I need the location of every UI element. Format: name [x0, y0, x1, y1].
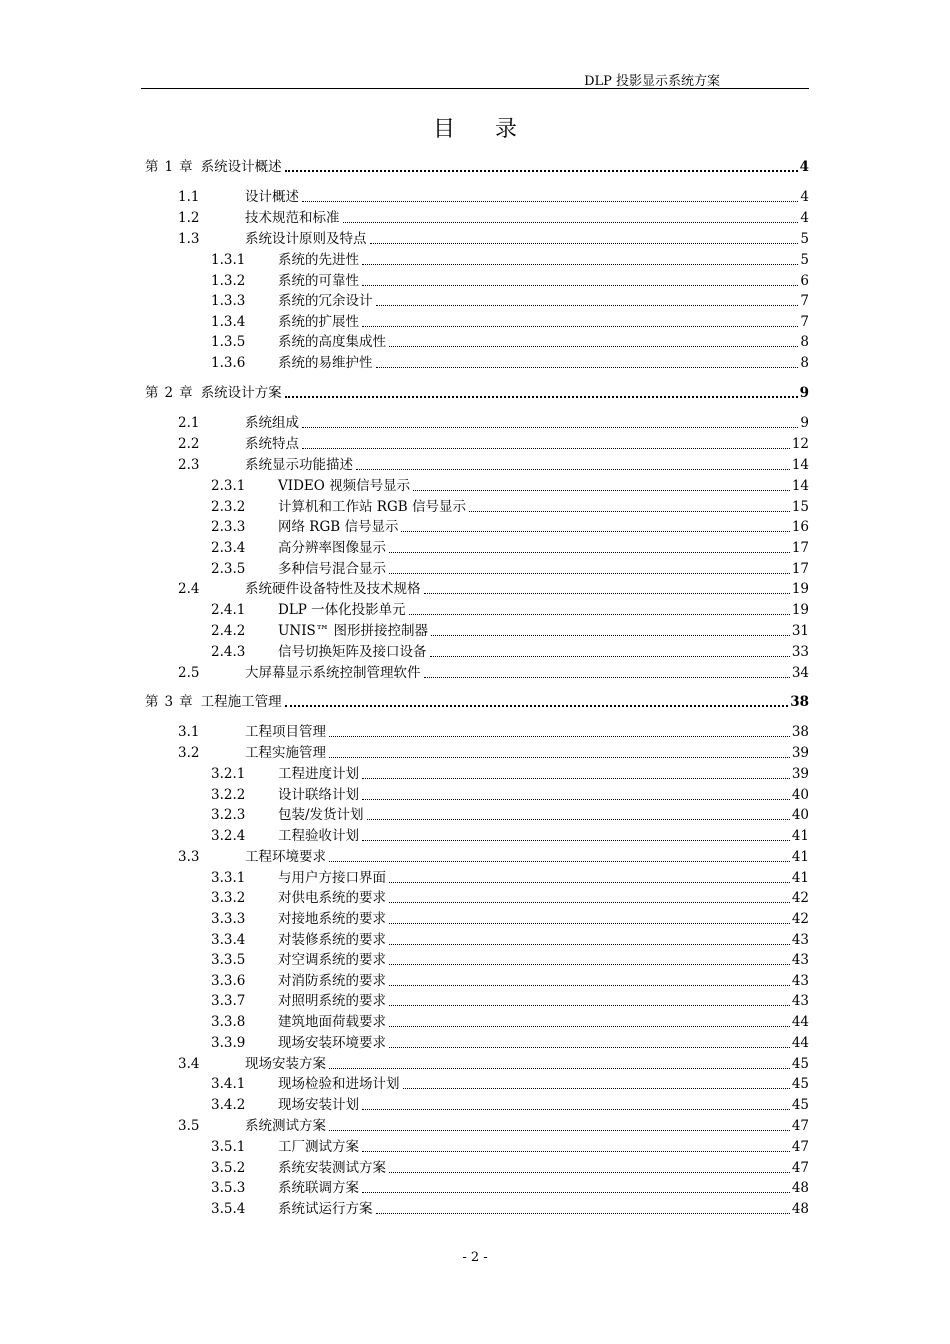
toc-entry[interactable] [141, 662, 809, 682]
entry-page-number: 43 [791, 952, 809, 968]
section-number: 1.3.6 [211, 355, 246, 371]
dot-leader [389, 882, 790, 883]
entry-title: 工程项目管理 [245, 724, 326, 740]
toc-entry[interactable] [141, 352, 809, 372]
entry-title: 工程进度计划 [278, 766, 359, 782]
section-number: 3.3.3 [211, 911, 246, 927]
toc-entry[interactable] [141, 1198, 809, 1218]
entry-title: 系统的先进性 [278, 252, 359, 268]
toc-entry[interactable] [141, 1177, 809, 1197]
toc-entry[interactable] [141, 475, 809, 495]
toc-entry[interactable] [141, 537, 809, 557]
toc-entry[interactable] [141, 207, 809, 227]
entry-page-number: 4 [800, 189, 809, 205]
section-number: 3.2.2 [211, 787, 246, 803]
entry-page-number: 12 [791, 436, 809, 452]
section-number: 3.2 [178, 745, 200, 761]
section-number: 2.5 [178, 665, 200, 681]
dot-leader [413, 490, 790, 491]
toc-entry[interactable] [141, 290, 809, 310]
entry-title: 系统的冗余设计 [278, 293, 373, 309]
dot-leader [389, 902, 790, 903]
entry-page-number: 5 [800, 252, 809, 268]
section-number: 2.3.1 [211, 478, 246, 494]
section-number: 3.5.1 [211, 1139, 246, 1155]
entry-page-number: 17 [791, 561, 809, 577]
entry-title: 技术规范和标准 [245, 210, 340, 226]
dot-leader [389, 573, 790, 574]
dot-leader [389, 944, 790, 945]
toc-entry[interactable] [141, 949, 809, 969]
toc-entry[interactable] [141, 887, 809, 907]
chapter-suffix: 章 [179, 385, 193, 401]
entry-page-number: 45 [791, 1097, 809, 1113]
entry-title: 大屏幕显示系统控制管理软件 [245, 665, 421, 681]
entry-title: 工程环境要求 [245, 849, 326, 865]
toc-entry[interactable] [141, 721, 809, 741]
dot-leader [362, 1192, 790, 1193]
entry-title: 对装修系统的要求 [278, 932, 386, 948]
section-number: 3.2.3 [211, 807, 246, 823]
entry-page-number: 44 [791, 1014, 809, 1030]
entry-page-number: 39 [791, 766, 809, 782]
toc-entry[interactable] [141, 1136, 809, 1156]
entry-title: 系统设计原则及特点 [245, 231, 367, 247]
toc-entry[interactable] [141, 1094, 809, 1114]
entry-page-number: 41 [791, 870, 809, 886]
entry-page-number: 39 [791, 745, 809, 761]
entry-page-number: 48 [791, 1201, 809, 1217]
entry-title: 系统的易维护性 [278, 355, 373, 371]
chapter-prefix: 第 [145, 159, 159, 175]
toc-entry[interactable] [141, 784, 809, 804]
section-number: 3.4 [178, 1056, 200, 1072]
entry-title: 设计联络计划 [278, 787, 359, 803]
dot-leader [376, 367, 799, 368]
toc-entry[interactable] [141, 1032, 809, 1052]
entry-title: 高分辨率图像显示 [278, 540, 386, 556]
dot-leader [362, 799, 790, 800]
toc-entry[interactable] [141, 1053, 809, 1073]
toc-chapter-entry[interactable] [141, 691, 809, 711]
toc-entry[interactable] [141, 929, 809, 949]
dot-leader [362, 1151, 790, 1152]
section-number: 3.2.1 [211, 766, 246, 782]
section-number: 3.3.6 [211, 973, 246, 989]
dot-leader [285, 396, 798, 398]
entry-title: 系统联调方案 [278, 1180, 359, 1196]
entry-title: 对空调系统的要求 [278, 952, 386, 968]
dot-leader [389, 1172, 790, 1173]
dot-leader [389, 346, 798, 347]
chapter-number: 3 [164, 694, 174, 710]
entry-page-number: 4 [800, 210, 809, 226]
entry-title: 与用户方接口界面 [278, 870, 386, 886]
section-number: 2.3.2 [211, 499, 246, 515]
section-number: 2.1 [178, 415, 200, 431]
entry-title: 系统组成 [245, 415, 299, 431]
section-number: 3.3.1 [211, 870, 246, 886]
page-number: - 2 - [462, 1250, 488, 1265]
entry-page-number: 9 [800, 415, 809, 431]
section-number: 3.5.2 [211, 1160, 246, 1176]
section-number: 3.3.5 [211, 952, 246, 968]
dot-leader [285, 170, 798, 172]
entry-title: 设计概述 [245, 189, 299, 205]
toc-entry[interactable] [141, 908, 809, 928]
entry-page-number: 40 [791, 807, 809, 823]
toc-entry[interactable] [141, 1011, 809, 1031]
dot-leader [424, 593, 790, 594]
section-number: 2.4.2 [211, 623, 246, 639]
toc-entry[interactable] [141, 599, 809, 619]
toc-entry[interactable] [141, 516, 809, 536]
section-number: 2.3 [178, 457, 200, 473]
entry-page-number: 41 [791, 849, 809, 865]
entry-page-number: 8 [800, 355, 809, 371]
entry-page-number: 38 [791, 724, 809, 740]
section-number: 3.3.4 [211, 932, 246, 948]
toc-entry[interactable] [141, 270, 809, 290]
entry-title: 多种信号混合显示 [278, 561, 386, 577]
chapter-number: 2 [164, 385, 174, 401]
dot-leader [469, 511, 790, 512]
entry-title: 对消防系统的要求 [278, 973, 386, 989]
toc-entry[interactable] [141, 1157, 809, 1177]
dot-leader [343, 222, 799, 223]
entry-page-number: 7 [800, 293, 809, 309]
entry-page-number: 48 [791, 1180, 809, 1196]
toc-entry[interactable] [141, 763, 809, 783]
dot-leader [389, 1026, 790, 1027]
entry-title: 计算机和工作站 RGB 信号显示 [278, 499, 466, 515]
toc-entry[interactable] [141, 496, 809, 516]
entry-page-number: 38 [790, 694, 809, 710]
entry-title: 系统的高度集成性 [278, 334, 386, 350]
entry-title: 工程实施管理 [245, 745, 326, 761]
toc-entry[interactable] [141, 433, 809, 453]
entry-page-number: 40 [791, 787, 809, 803]
toc-entry[interactable] [141, 331, 809, 351]
dot-leader [329, 757, 790, 758]
dot-leader [356, 469, 790, 470]
entry-page-number: 15 [791, 499, 809, 515]
entry-page-number: 9 [799, 385, 809, 401]
entry-title: 系统试运行方案 [278, 1201, 373, 1217]
toc-entry[interactable] [141, 846, 809, 866]
entry-title: 信号切换矩阵及接口设备 [278, 644, 427, 660]
section-number: 1.3.2 [211, 273, 246, 289]
dot-leader [362, 840, 790, 841]
section-number: 3.2.4 [211, 828, 246, 844]
section-number: 3.3 [178, 849, 200, 865]
entry-title: 工程施工管理 [200, 694, 282, 710]
entry-title: 对照明系统的要求 [278, 993, 386, 1009]
entry-title: 对接地系统的要求 [278, 911, 386, 927]
dot-leader [389, 1047, 790, 1048]
entry-page-number: 19 [791, 581, 809, 597]
section-number: 2.3.3 [211, 519, 246, 535]
section-number: 3.3.9 [211, 1035, 246, 1051]
section-number: 3.4.2 [211, 1097, 246, 1113]
dot-leader [362, 264, 798, 265]
entry-page-number: 47 [791, 1118, 809, 1134]
section-number: 2.3.5 [211, 561, 246, 577]
toc-entry[interactable] [141, 578, 809, 598]
entry-page-number: 4 [799, 159, 809, 175]
dot-leader [430, 656, 790, 657]
toc-entry[interactable] [141, 249, 809, 269]
entry-page-number: 45 [791, 1076, 809, 1092]
entry-title: 系统的可靠性 [278, 273, 359, 289]
dot-leader [362, 326, 798, 327]
section-number: 2.2 [178, 436, 200, 452]
entry-page-number: 8 [800, 334, 809, 350]
entry-page-number: 45 [791, 1056, 809, 1072]
entry-title: 系统特点 [245, 436, 299, 452]
entry-page-number: 5 [800, 231, 809, 247]
chapter-prefix: 第 [145, 385, 159, 401]
entry-title: 系统显示功能描述 [245, 457, 353, 473]
dot-leader [403, 1088, 790, 1089]
toc-entry[interactable] [141, 825, 809, 845]
toc-chapter-entry[interactable] [141, 156, 809, 176]
section-number: 2.4.1 [211, 602, 246, 618]
toc-entry[interactable] [141, 454, 809, 474]
dot-leader [302, 448, 790, 449]
dot-leader [389, 964, 790, 965]
entry-page-number: 44 [791, 1035, 809, 1051]
dot-leader [367, 819, 790, 820]
entry-page-number: 6 [800, 273, 809, 289]
toc-entry[interactable] [141, 1073, 809, 1093]
section-number: 1.3.3 [211, 293, 246, 309]
section-number: 3.3.7 [211, 993, 246, 1009]
running-header: DLP 投影显示系统方案 [584, 74, 720, 89]
entry-page-number: 14 [791, 457, 809, 473]
entry-title: DLP 一体化投影单元 [278, 602, 406, 618]
dot-leader [389, 552, 790, 553]
entry-page-number: 33 [791, 644, 809, 660]
section-number: 3.3.2 [211, 890, 246, 906]
entry-page-number: 43 [791, 932, 809, 948]
entry-title: 建筑地面荷载要求 [278, 1014, 386, 1030]
entry-title: 系统设计概述 [200, 159, 282, 175]
entry-page-number: 47 [791, 1139, 809, 1155]
dot-leader [389, 923, 790, 924]
toc-entry[interactable] [141, 620, 809, 640]
section-number: 1.3.5 [211, 334, 246, 350]
entry-title: 系统设计方案 [200, 385, 282, 401]
toc-title: 目录 [432, 117, 557, 142]
entry-title: 系统硬件设备特性及技术规格 [245, 581, 421, 597]
dot-leader [302, 427, 798, 428]
dot-leader [362, 285, 798, 286]
section-number: 3.5 [178, 1118, 200, 1134]
entry-title: 包装/发货计划 [278, 807, 364, 823]
toc-entry[interactable] [141, 867, 809, 887]
dot-leader [329, 861, 790, 862]
section-number: 3.1 [178, 724, 200, 740]
toc-entry[interactable] [141, 228, 809, 248]
entry-page-number: 42 [791, 890, 809, 906]
dot-leader [376, 1213, 790, 1214]
section-number: 2.4 [178, 581, 200, 597]
entry-page-number: 17 [791, 540, 809, 556]
section-number: 3.4.1 [211, 1076, 246, 1092]
dot-leader [409, 614, 790, 615]
dot-leader [389, 1005, 790, 1006]
entry-page-number: 47 [791, 1160, 809, 1176]
chapter-number: 1 [164, 159, 174, 175]
toc-entry[interactable] [141, 558, 809, 578]
entry-title: 现场安装环境要求 [278, 1035, 386, 1051]
section-number: 3.3.8 [211, 1014, 246, 1030]
toc-entry[interactable] [141, 990, 809, 1010]
dot-leader [329, 736, 790, 737]
dot-leader [389, 985, 790, 986]
entry-title: UNIS™ 图形拼接控制器 [278, 623, 429, 639]
dot-leader [362, 778, 790, 779]
entry-page-number: 19 [791, 602, 809, 618]
entry-page-number: 34 [791, 665, 809, 681]
section-number: 1.1 [178, 189, 200, 205]
entry-page-number: 7 [800, 314, 809, 330]
entry-title: VIDEO 视频信号显示 [278, 478, 411, 494]
header-rule [141, 88, 809, 89]
toc-entry[interactable] [141, 970, 809, 990]
toc-entry[interactable] [141, 804, 809, 824]
entry-page-number: 41 [791, 828, 809, 844]
dot-leader [329, 1130, 790, 1131]
dot-leader [424, 677, 790, 678]
entry-title: 系统安装测试方案 [278, 1160, 386, 1176]
section-number: 2.4.3 [211, 644, 246, 660]
entry-title: 工程验收计划 [278, 828, 359, 844]
entry-title: 现场安装方案 [245, 1056, 326, 1072]
toc-entry[interactable] [141, 412, 809, 432]
section-number: 1.3.4 [211, 314, 246, 330]
toc-entry[interactable] [141, 1115, 809, 1135]
chapter-suffix: 章 [179, 159, 193, 175]
section-number: 1.3 [178, 231, 200, 247]
entry-title: 对供电系统的要求 [278, 890, 386, 906]
dot-leader [329, 1068, 790, 1069]
section-number: 1.3.1 [211, 252, 246, 268]
toc-entry[interactable] [141, 641, 809, 661]
entry-page-number: 14 [791, 478, 809, 494]
entry-title: 现场安装计划 [278, 1097, 359, 1113]
toc-entry[interactable] [141, 186, 809, 206]
entry-page-number: 16 [791, 519, 809, 535]
section-number: 2.3.4 [211, 540, 246, 556]
entry-page-number: 43 [791, 993, 809, 1009]
dot-leader [401, 531, 789, 532]
dot-leader [431, 635, 790, 636]
entry-title: 系统的扩展性 [278, 314, 359, 330]
dot-leader [376, 305, 799, 306]
entry-page-number: 31 [791, 623, 809, 639]
section-number: 3.5.3 [211, 1180, 246, 1196]
section-number: 3.5.4 [211, 1201, 246, 1217]
dot-leader [285, 705, 789, 707]
chapter-suffix: 章 [179, 694, 193, 710]
dot-leader [370, 243, 799, 244]
toc-chapter-entry[interactable] [141, 382, 809, 402]
dot-leader [362, 1109, 790, 1110]
entry-title: 网络 RGB 信号显示 [278, 519, 399, 535]
section-number: 1.2 [178, 210, 200, 226]
entry-title: 系统测试方案 [245, 1118, 326, 1134]
toc-entry[interactable] [141, 311, 809, 331]
entry-title: 工厂测试方案 [278, 1139, 359, 1155]
entry-page-number: 43 [791, 973, 809, 989]
entry-page-number: 42 [791, 911, 809, 927]
toc-entry[interactable] [141, 742, 809, 762]
dot-leader [302, 201, 798, 202]
entry-title: 现场检验和进场计划 [278, 1076, 400, 1092]
chapter-prefix: 第 [145, 694, 159, 710]
